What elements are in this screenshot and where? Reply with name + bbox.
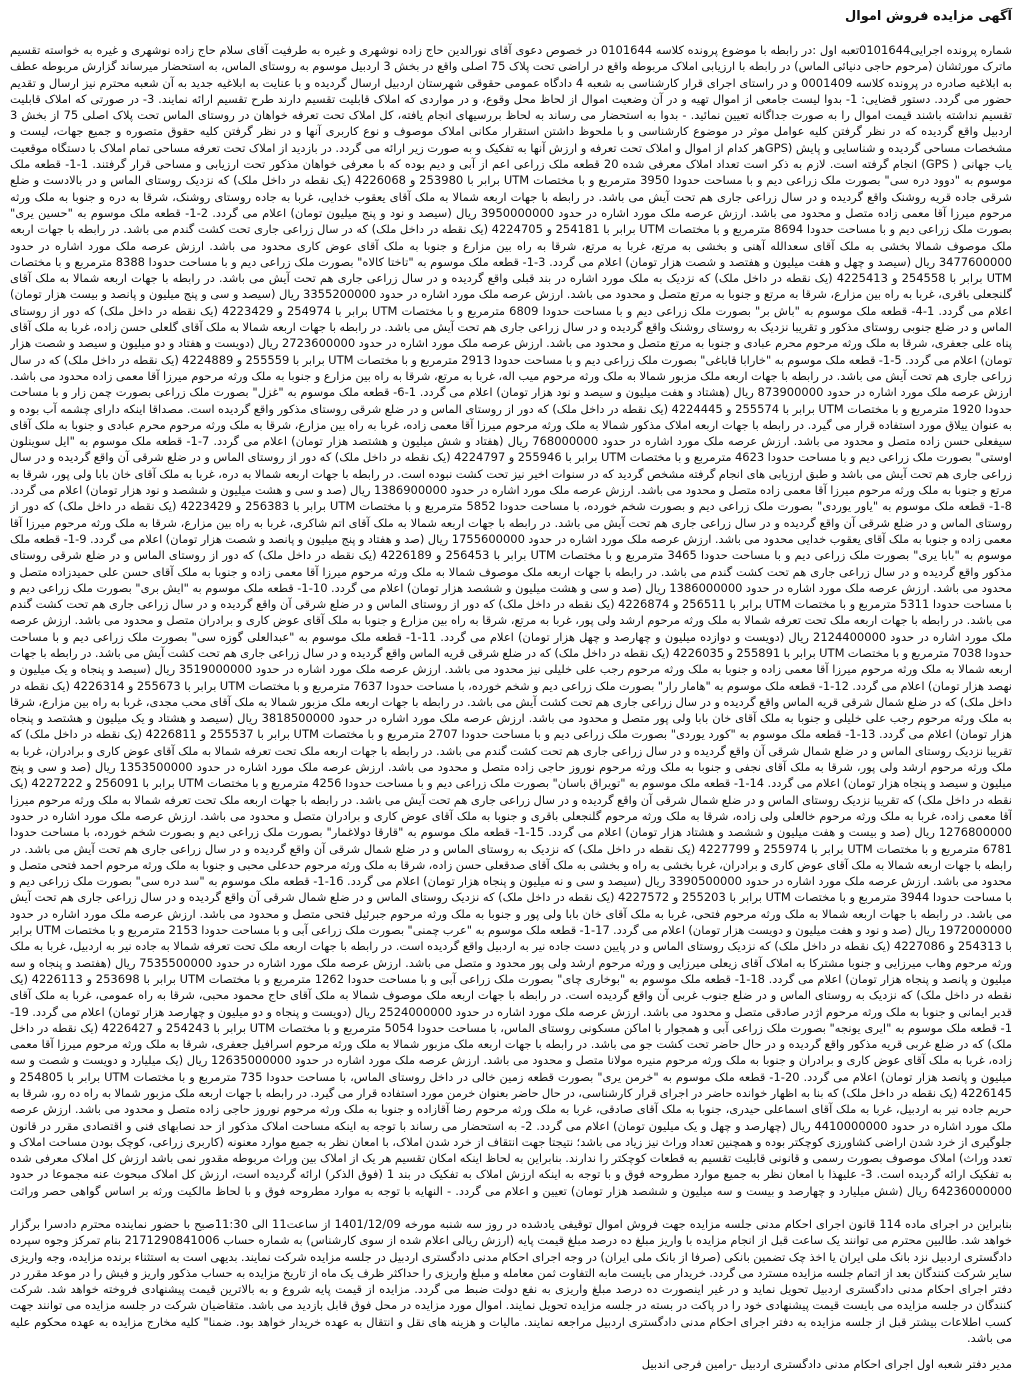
auction-notice xyxy=(10,8,1012,1392)
notice-title: آگهی مزایده فروش اموال xyxy=(845,9,1012,24)
notice-signature: مدیر دفتر شعبه اول اجرای احکام مدنی دادگستری اردبیل -رامین فرجی اندبیل xyxy=(641,1357,1012,1371)
notice-auction-terms-paragraph: بنابراین در اجرای ماده 114 قانون اجرای احکام مدنی جلسه مزایده جهت فروش اموال توقیفی یادشده در روز سه شنبه مورخه 1401/12/09 از ساعت11 الی 11:30صبح با حضور نماینده محترم دادسرا برگزار خواهد شد. طالبین محترم می توانند یک ساعت قبل از انجام مزایده با واریز مبلغ ده درصد مبلغ قیمت پایه (ارزش ریالی اعلام شده از سوی کارشناس) به شماره حساب 2171290841006 بنام تمرکز وجوه سپرده دادگستری اردبیل نزد بانک ملی ایران یا اخذ چک تضمین بانکی (صرفا از بانک ملی ایران) در وجه اجرای احکام مدنی دادگستری اردبیل در جلسه مزایده شرکت نمایند. بدیهی است به استثناء برنده مزایده، وجه واریزی سایر شرکت کنندگان بعد از اتمام جلسه مزایده مسترد می گردد. خریدار می بایست مابه التفاوت ثمن معامله و مبلغ واریزی را حداکثر ظرف یک ماه از تاریخ مزایده به حساب مذکور واریز و فیش را در موعد مقرر در دفتر اجرای احکام مدنی دادگستری اردبیل تحویل نماید و در غیر اینصورت ده درصد مبلغ واریزی به نفع دولت ضبط می گردد. مزایده از قیمت پایه شروع و به بالاترین قیمت پیشنهادی فروخته خواهد شد. شرکت کنندگان در جلسه مزایده می بایست قیمت پیشنهادی خود را در پاکت در بسته در جلسه مزایده تحویل نمایند. اموال مورد مزایده در محل فوق قابل بازدید می باشد. متقاضیان شرکت در جلسه مزایده می توانند جهت کسب اطلاعات بیشتر قبل از جلسه مزایده به دفتر اجرای احکام مدنی دادگستری اردبیل مراجعه نمایند. مالیات و هزینه های نقل و انتقال به عهده خریدار خواهد بود. ضمنا" کلیه مخارج مزایده به عهده محکوم علیه می باشد. xyxy=(10,1217,1012,1346)
notice-main-paragraph: شماره پرونده اجرایی0101644تعبه اول :در رابطه با موضوع پرونده کلاسه 0101644 در خصوص دعوی آقای نورالدین حاج زاده نوشهری و غیره به طرفیت آقای سلام حاج زاده نوشهری و غیره به خواسته تقسیم ماترک مورثشان (مرحوم حاجی دنیائی الماس) در رابطه با ارزیابی املاک مربوطه واقع در اراضی تحت پلاک 75 اصلی واقع در بخش 3 اردبیل موسوم به روستای الماس، به استحضار میرساند گزارش مربوطه عطف به ابلاغیه صادره در پرونده کلاسه 0001409 و در راستای اجرای قرار کارشناسی به شعبه 4 دادگاه عمومی حقوقی شهرستان اردبیل ارسال گردیده و با عنایت به ابلاغیه جدید به آن شعبه محترم نیز ارسال و تقدیم حضور می گردد. دستور قضایی: 1- بدوا لیست جامعی از اموال تهیه و در آن وضعیت اموال از لحاظ محل وقوع، و در مواردی که املاک قابلیت تقسیم دارند طرح تقسیم ارائه نمایند. 3- در صورتی که املاک قابلیت تقسیم نداشته باشند قیمت اموال را به صورت جداگانه تعیین نمائید. - بدوا به استحضار می رساند به لحاظ بررسیهای انجام یافته، کل املاک تحت تعرفه خواهان در روستای الماس تحت پلاک اصلی 75 از بخش 3 اردبیل واقع گردیده که در نظر گرفتن کلیه عوامل موثر در موضوع کارشناسی و با ملحوظ داشتن استقرار مکانی املاک موصوف و نوع کاربری آنها و در نظر گرفتن کلیه حقوق متصوره و جمیع جهات، لیست و مشخصات مساحی گردیده و شناسایی و پایش (GPSهر کدام از اموال و املاک تحت تعرفه و ارزش آنها به تفکیک و به صورت زیر ارائه می گردد. در بازدید از املاک تحت تعرفه مساحی تمام املاک با دستگاه موقعیت یاب جهانی ( GPS) انجام گرفته است. لازم به ذکر است تعداد املاک معرفی شده 20 قطعه ملک زراعی اعم از آبی و دیم بوده که با معرفی خواهان مذکور تحت ارزیابی و مساحی قرار گرفتند. 1-1- قطعه ملک موسوم به "دوود دره سی" بصورت ملک زراعی دیم و با مساحت حدودا 3950 مترمربع و با مختصات UTM برابر با 253980 و 4226068 (یک نقطه در داخل ملک) که نزدیک روستای الماس و در بالادست و ضلع شرقی جاده قریه روشنک واقع گردیده و در سال زراعی جاری هم تحت آیش می باشد. در رابطه با جهات اربعه شمالا به ملک آقای یعقوب خدایی، غربا به جاده روستای روشنک، شرقا به دره و جنوبا به ملک ورثه مرحوم میرزا آقا معمی زاده متصل و محدود می باشد. ارزش عرصه ملک مورد اشاره در حدود 3950000000 ریال (سیصد و نود و پنج میلیون تومان) اعلام می گردد. 2-1- قطعه ملک موسوم به "حسین یری" بصورت ملک زراعی دیم و با مساحت حدودا 8694 مترمربع و با مختصات UTM برابر با 254181 و 4224705 (یک نقطه در داخل ملک) که در سال زراعی جاری تحت کشت گندم می باشد. در رابطه با جهات اربعه ملک موصوف شمالا بخشی به ملک آقای سعدالله آهنی و بخشی به مرتع، غربا به مرتع، شرقا به راه بین مزارع و جنوبا به ملک آقای عوض کاری محدود می باشد. ارزش عرصه ملک مورد اشاره در حدود 3477600000 ریال (سیصد و چهل و هفت میلیون و هفتصد و شصت هزار تومان) اعلام می گردد. 3-1- قطعه ملک موسوم به "تاختا کالاه" بصورت ملک زراعی دیم و با مساحت حدودا 8388 مترمربع و با مختصات UTM برابر با 254558 و 4225413 (یک نقطه در داخل ملک) که نزدیک به ملک مورد اشاره در بند قبلی واقع گردیده و در سال زراعی جاری هم تحت آیش می باشد. در رابطه با جهات اربعه شمالا به ملک آقای گلنجعلی باقری، غربا به راه بین مزارع، شرقا به مرتع و جنوبا به مرتع متصل و محدود می باشد. ارزش عرصه ملک مورد اشاره در حدود 3355200000 ریال (سیصد و سی و پنج میلیون و پانصد و بیست هزار تومان) اعلام می گردد. 1-4- قطعه ملک موسوم به "باش بر" بصورت ملک زراعی دیم و با مساحت حدودا 6809 مترمربع و با مختصات UTM برابر با 254974 و 4223429 (یک نقطه در داخل ملک) که دور از روستای الماس و در ضلع جنوبی روستای مذکور و تقریبا نزدیک به روستای روشنک واقع گردیده و در سال زراعی جاری هم تحت آیش می باشد. در رابطه با جهات اربعه شمالا به ملک آقای گلعلی حسن زاده، غربا به ملک آقای پناه علی جعفری، شرقا به ملک ورثه مرحوم محرم عبادی و جنوبا به مرتع متصل و محدود می باشد. ارزش عرصه ملک مورد اشاره در حدود 2723600000 ریال (دویست و هفتاد و دو میلیون و سیصد و شصت هزار تومان) اعلام می گردد. 5-1- قطعه ملک موسوم به "خارابا قاباغی" بصورت ملک زراعی دیم و با مساحت حدودا 2913 مترمربع و با مختصات UTM برابر با 255559 و 4224889 (یک نقطه در داخل ملک) که در سال زراعی جاری هم تحت آیش می باشد. در رابطه با جهات اربعه ملک مزبور شمالا به ملک ورثه مرحوم میب اله، غربا به مرتع، شرقا به راه بین مزارع و جنوبا به ملک ورثه مرحوم میرزا آقا معمی زاده محدود می باشد. ارزش عرصه ملک مورد اشاره در حدود 873900000 ریال (هشتاد و هفت میلیون و سیصد و نود هزار تومان) اعلام می گردد. 1-6- قطعه ملک موسوم به "غزل" بصورت ملک زراعی بصورت چمن زار و با مساحت حدودا 1920 مترمربع و با مختصات UTM برابر با 255574 و 4224445 (یک نقطه در داخل ملک) که دور از روستای الماس و در ضلع شرقی روستای مذکور واقع گردیده است. مصداقا اینکه دارای چشمه آب بوده و به عنوان ییلاق مورد استفاده قرار می گیرد. در رابطه با جهات اربعه املاک مذکور شمالا به ملک ورثه مرحوم میرزا آقا معمی زاده، غربا به راه بین مزارع، شرقا به ملک ورثه مرحوم محرم عبادی و جنوبا به ملک آقای سیفعلی حسن زاده متصل و محدود می باشد. ارزش عرصه ملک مورد اشاره در حدود 768000000 ریال (هفتاد و شش میلیون و هشتصد هزار تومان) اعلام می گردد. 7-1- قطعه ملک موسوم به "ایل سوینلون اوستی" بصورت ملک زراعی دیم و با مساحت حدودا 4623 مترمربع و با مختصات UTM برابر با 255946 و 4224797 (یک نقطه در داخل ملک) که دور از روستای الماس و در ضلع شرقی آن واقع گردیده و در سال زراعی جاری هم تحت آیش می باشد و طبق ارزیابی های انجام گرفته مشخص گردید که در سنوات اخیر نیز تحت کشت نبوده است. در رابطه با جهات اربعه شمالا به دره، غربا به ملک آقای خان بابا ولی پور، شرقا به مرتع و جنوبا به ملک ورثه مرحوم میرزا آقا معمی زاده متصل و محدود می باشد. ارزش عرصه ملک مورد اشاره در حدود 1386900000 ریال (صد و سی و هشت میلیون و ششصد و نود هزار تومان) اعلام می گردد. 8-1- قطعه ملک موسوم به "یاور یوردی" بصورت ملک زراعی دیم و بصورت شخم خورده، با مساحت حدودا 5852 مترمربع و با مختصات UTM برابر با 256383 و 4223429 (یک نقطه در داخل ملک) که دور از روستای الماس و در ضلع شرقی آن واقع گردیده و در سال زراعی جاری هم تحت آیش می باشد. در رابطه با جهات اربعه شمالا به ملک آقای اتم شاکری، غربا به راه بین مزارع، شرقا به ملک ورثه مرحوم میرزا آقا معمی زاده و جنوبا به ملک آقای یعقوب خدایی محدود می باشد. ارزش عرصه ملک مورد اشاره در حدود 1755600000 ریال (صد و هفتاد و پنج میلیون و پانصد و شصت هزار تومان) اعلام می گردد. 9-1- قطعه ملک موسوم به "بابا یری" بصورت ملک زراعی دیم و با مساحت حدودا 3465 مترمربع و با مختصات UTM برابر با 256453 و 4226189 (یک نقطه در داخل ملک) که دور از روستای الماس و در ضلع شرقی روستای مذکور واقع گردیده و در سال زراعی جاری هم تحت کشت گندم می باشد. در رابطه با جهات اربعه ملک موصوف شمالا به ملک ورثه مرحوم میرزا آقا معمی زاده و جنوبا به ملک آقای حسن علی حمیدزاده متصل و محدود می باشد. ارزش عرصه ملک مورد اشاره در حدود 1386000000 ریال (صد و سی و هشت میلیون و ششصد هزار تومان) اعلام می گردد. 10-1- قطعه ملک موسوم به "ایش بری" بصورت ملک زراعی دیم و با مساحت حدودا 5311 مترمربع و با مختصات UTM برابر با 256511 و 4226874 (یک نقطه در داخل ملک) که دور از روستای الماس و در ضلع شرقی آن واقع گردیده و در سال زراعی جاری هم تحت کشت گندم می باشد. در رابطه با جهات اربعه ملک تحت تعرفه شمالا به ملک ورثه مرحوم ارشد ولی پور، غربا به مرتع، شرقا به راه بین مزارع و جنوبا به ملک آقای عوض کاری و برادران متصل و محدود می باشد. ارزش عرصه ملک مورد اشاره در حدود 2124400000 ریال (دویست و دوازده میلیون و چهارصد و چهل هزار تومان) اعلام می گردد. 11-1- قطعه ملک موسوم به "عبدالعلی گوزه سی" بصورت ملک زراعی دیم و با مساحت حدودا 7038 مترمربع و با مختصات UTM برابر با 255891 و 4226035 (یک نقطه در داخل ملک) که در ضلع شرقی قریه الماس واقع گردیده و در سال زراعی جاری هم تحت کشت آیش می باشد. در رابطه با جهات اربعه شمالا به ملک ورثه مرحوم میرزا آقا معمی زاده و جنوبا به ملک ورثه مرحوم رجب علی خلیلی نیز محدود می باشد. ارزش عرصه ملک مورد اشاره در حدود 3519000000 ریال (سیصد و پنجاه و یک میلیون و نهصد هزار تومان) اعلام می گردد. 12-1- قطعه ملک موسوم به "هامار رار" بصورت ملک زراعی دیم و شخم خورده، با مساحت حدودا 7637 مترمربع و با مختصات UTM برابر با 255673 و 4226314 (یک نقطه در داخل ملک) که در ضلع شمال شرقی قریه الماس واقع گردیده و در سال زراعی جاری هم تحت کشت آیش می باشد. در رابطه با جهات اربعه ملک مزبور شمالا به ملک آقای محب مجدی، غربا به راه بین مزارع، شرقا به ملک ورثه مرحوم رجب علی خلیلی و جنوبا به ملک آقای خان بابا ولی پور متصل و محدود می باشد. ارزش عرصه ملک مورد اشاره در حدود 3818500000 ریال (سیصد و هشتاد و یک میلیون و هشتصد و پنجاه هزار تومان) اعلام می گردد. 13-1- قطعه ملک موسوم به "کورد یوردی" بصورت ملک زراعی دیم و با مساحت حدودا 2707 مترمربع و با مختصات UTM برابر با 255537 و 4226811 (یک نقطه در داخل ملک) که تقریبا نزدیک روستای الماس و در ضلع شمال شرقی آن واقع گردیده و در سال زراعی جاری هم تحت کشت گندم می باشد. در رابطه با جهات اربعه ملک تحت تعرفه شمالا به ملک آقای عوض کاری و برادران، غربا به ملک ورثه مرحوم ارشد ولی پور، شرقا به ملک آقای نجفی و جنوبا به ملک ورثه مرحوم نوروز حاجی زاده متصل و محدود می باشد. ارزش عرصه ملک مورد اشاره در حدود 1353500000 ریال (صد و سی و پنج میلیون و سیصد و پنجاه هزار تومان) اعلام می گردد. 14-1- قطعه ملک موسوم به "تویراق باسان" بصورت ملک زراعی دیم و با مساحت حدودا 4256 مترمربع و با مختصات UTM برابر با 256091 و 4227222 (یک نقطه در داخل ملک) که تقریبا نزدیک روستای الماس و در ضلع شمال شرقی آن واقع گردیده و در سال زراعی جاری هم تحت آیش می باشد. در رابطه با جهات اربعه ملک تحت تعرفه شمالا به ملک ورثه مرحوم میرزا آقا معمی زاده، غربا به ملک ورثه مرحوم خالعلی ولی زاده، شرقا به ملک ورثه مرحوم گلنجعلی باقری و جنوبا به ملک آقای عوض کاری و برادران متصل و محدود می باشد. ارزش عرصه ملک مورد اشاره در حدود 1276800000 ریال (صد و بیست و هفت میلیون و ششصد و هشتاد هزار تومان) اعلام می گردد. 15-1- قطعه ملک موسوم به "قارقا دولاغمار" بصورت ملک زراعی دیم و بصورت شخم خورده، با مساحت حدودا 6781 مترمربع و با مختصات UTM برابر با 255974 و 4227799 (یک نقطه در داخل ملک) که نزدیک به روستای الماس و در ضلع شمال شرقی آن واقع گردیده و در سال زراعی جاری هم تحت آیش می باشد. در رابطه با جهات اربعه شمالا به ملک آقای عوض کاری و برادران، غربا بخشی به راه و بخشی به ملک آقای صدقعلی حسن زاده، شرقا به ملک ورثه مرحوم حدعلی محبی و جنوبا به ملک ورثه مرحوم احمد فتحی متصل و محدود می باشد. ارزش عرصه ملک مورد اشاره در حدود 3390500000 ریال (سیصد و سی و نه میلیون و پنجاه هزار تومان) اعلام می گردد. 16-1- قطعه ملک موسوم به "سد دره سی" بصورت ملک زراعی دیم و با مساحت حدودا 3944 مترمربع و با مختصات UTM برابر با 255203 و 4227572 (یک نقطه در داخل ملک) که نزدیک روستای الماس و در ضلع شمال شرقی آن واقع گردیده و در سال زراعی جاری هم تحت آیش می باشد. در رابطه با جهات اربعه شمالا به ملک ورثه مرحوم فتحی، غربا به ملک آقای خان بابا ولی پور و جنوبا به ملک ورثه مرحوم جبرئیل فتحی متصل و محدود می باشد. ارزش عرصه ملک مورد اشاره در حدود 1972000000 ریال (صد و نود و هفت میلیون و دویست هزار تومان) اعلام می گردد. 17-1- قطعه ملک موسوم به "عرب چمنی" بصورت ملک زراعی آبی و با مساحت حدودا 2153 مترمربع و با مختصات UTM برابر با 254313 و 4227086 (یک نقطه در داخل ملک) که نزدیک روستای الماس و در پایین دست جاده نیر به اردبیل واقع گردیده است. در رابطه با جهات اربعه ملک تحت تعرفه شمالا به جاده نیر به اردبیل، غربا به ملک ورثه مرحوم وهاب میرزایی و جنوبا مشترکا به املاک آقای زیعلی میرزایی و ورثه مرحوم ارشد ولی پور محدود و متصل می باشد. ارزش عرصه ملک مورد اشاره در حدود 7535500000 ریال (هفتصد و پنجاه و سه میلیون و پانصد و پنجاه هزار تومان) اعلام می گردد. 18-1- قطعه ملک موسوم به "بوخاری چای" بصورت ملک زراعی آبی و با مساحت حدودا 1262 مترمربع و با مختصات UTM برابر با 253698 و 4226113 (یک نقطه در داخل ملک) که نزدیک به روستای الماس و در ضلع جنوب غربی آن واقع گردیده است. در رابطه با جهات اربعه ملک موصوف شمالا به ملک آقای حاج محمود محبی، شرقا به راه عمومی، غربا به ملک آقای قدیر ایمانی و جنوبا به ملک ورثه مرحوم اژدر صادقی متصل و محدود می باشد. ارزش عرصه ملک مورد اشاره در حدود 2524000000 ریال (دویست و پنجاه و دو میلیون و چهارصد هزار تومان) اعلام می گردد. 19-1- قطعه ملک موسوم به "ایری یونجه" بصورت ملک زراعی آبی و همجوار با اماکن مسکونی روستای الماس، با مساحت حدودا 5054 مترمربع و با مختصات UTM برابر با 254243 و 4226427 (یک نقطه در داخل ملک) که در ضلع غربی قریه مذکور واقع گردیده و در حال حاضر تحت کشت جو می باشد. در رابطه با جهات اربعه ملک مزبور شمالا به ملک ورثه مرحوم اسرافیل جعفری، شرقا به ملک ورثه مرحوم میرزا آقا معمی زاده، غربا به ملک آقای عوض کاری و برادران و جنوبا به ملک ورثه مرحوم منیره مولانا متصل و محدود می باشد. ارزش عرصه ملک مورد اشاره در حدود 12635000000 ریال (یک میلیارد و دویست و شصت و سه میلیون و پانصد هزار تومان) اعلام می گردد. 20-1- قطعه ملک موسوم به "خرمن یری" بصورت قطعه زمین خالی در داخل روستای الماس، با مساحت حدودا 735 مترمربع و با مختصات UTM برابر با 254805 و 4226145 (یک نقطه در داخل ملک) که بنا به اظهار خوانده حاضر در اجرای قرار کارشناسی، در حال حاضر بعنوان خرمن مورد استفاده قرار می گیرد. در رابطه با جهات اربعه ملک مزبور شمالا به راه ده رو، شرقا به حریم جاده نیر به اردبیل، غربا به ملک آقای اسماعلی حیدری، جنوبا به ملک آقای صادقی، غربا به ملک ورثه مرحوم رضا آقازاده و جنوبا به ملک ورثه مرحوم نوروز حاجی زاده متصل و محدود می باشد. ارزش عرصه ملک مورد اشاره در حدود 4410000000 ریال (چهارصد و چهل و یک میلیون تومان) اعلام می گردد. 2- به استحضار می رساند با توجه به اینکه مساحت املاک مذکور از حد نصابهای فنی و اقتصادی مقرر در قانون جلوگیری از خرد شدن اراضی کشاورزی کوچکتر بوده و همچنین تعداد وراث نیز زیاد می باشد؛ نتیجتا جهت انتقاف از خرد شدن املاک، با امعان نظر به جمیع موارد معنونه (کاربری زراعی، کوچک بودن مساحت املاک و تعدد وراث) املاک موصوف بصورت رسمی و قانونی قابلیت تقسیم به قطعات کوچکتر را ندارند. بنابراین به لحاظ اینکه امکان تقسیم هر یک از املاک بین وراث مربوطه مقدور نمی باشد ارزش کل املاک معرفی شده به تفکیک ارائه گردیده است. 3- علیهذا با امعان نظر به جمیع موارد مطروحه فوق و با توجه به اینکه ارزش املاک به تفکیک در بند 1 (فوق الذکر) ارائه گردیده است، ارزش کل املاک مبحوث عنه مجموعا در حدود 64236000000 ریال (شش میلیارد و چهارصد و بیست و سه میلیون و ششصد هزار تومان) تعیین و اعلام می گردد. - النهایه با توجه به موارد مطروحه فوق و با لحاظ مالکیت ورثه بر اساس گواهی حصر وراثت xyxy=(10,43,1012,1198)
